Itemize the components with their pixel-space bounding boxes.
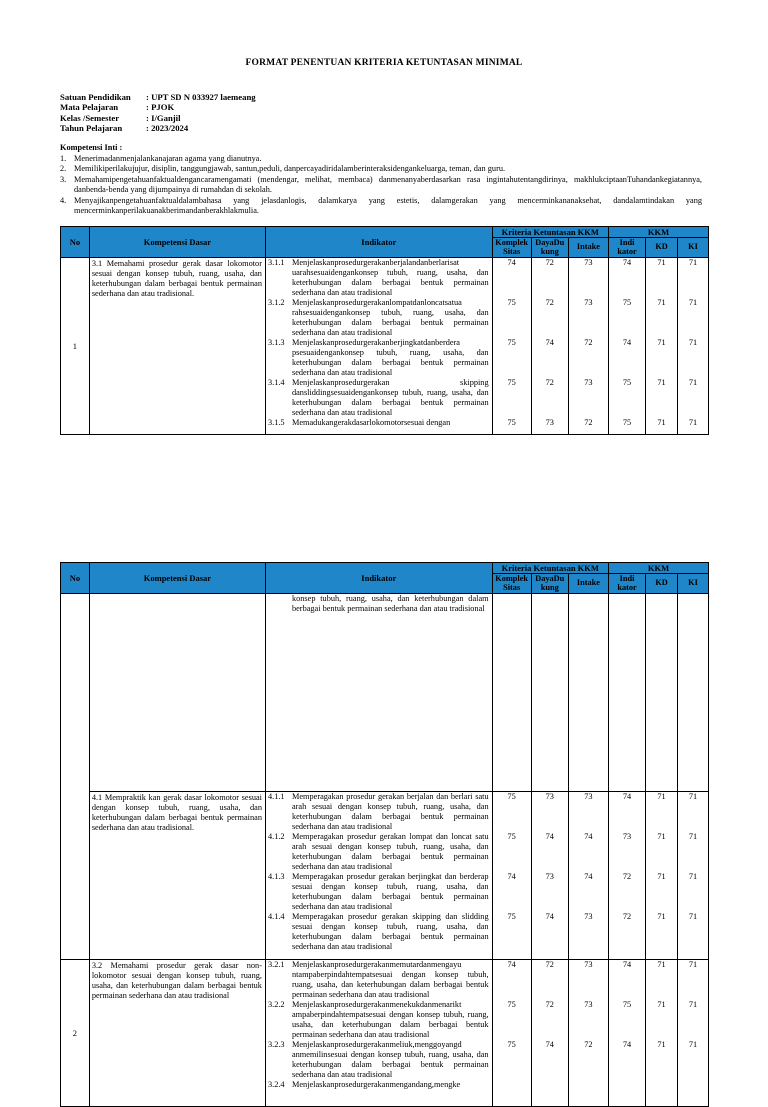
intake-col — [568, 792, 608, 960]
score-value: 71 — [657, 912, 666, 921]
score-value: 73 — [545, 872, 554, 881]
score-value: 74 — [545, 912, 554, 921]
score-value: 71 — [688, 960, 698, 969]
indikator-text: Menjelaskanprosedurgerakanberjingkatdanberdera psesuaidengankonsep tubuh, ruang, usaha, dan keterhubungan dalam berbagai bentuk permainan sederhana dan atau tradisional — [291, 338, 489, 377]
kkm-kd-col — [646, 792, 678, 960]
header-no: No — [61, 227, 90, 258]
kompetensi-inti-number: 1. — [60, 153, 67, 163]
score-value: 75 — [507, 338, 516, 347]
indikator-code: 4.1.3 — [267, 872, 285, 881]
header-intake: Intake — [568, 574, 608, 594]
score-value: 75 — [622, 378, 632, 387]
score-value: 71 — [657, 258, 666, 267]
kompleksitas-col — [492, 258, 531, 435]
score-value: 75 — [622, 298, 632, 307]
score-value: 74 — [545, 338, 554, 347]
score-value: 73 — [584, 912, 593, 921]
identity-value: : PJOK — [146, 102, 175, 113]
kompetensi-inti-text: Menyajikanpengetahuanfaktualdalambahasa yang jelasdanlogis, dalamkarya yang estetis, dalamgerakan yang mencerminkananaksehat, dandalamtindakan yang mencerminkanperilakuanakberimandanberakhlakmulia. — [74, 195, 702, 215]
score-value: 75 — [507, 418, 516, 427]
score-value: 71 — [657, 792, 666, 801]
identity-row — [60, 113, 256, 123]
score-value: 75 — [507, 378, 516, 387]
score-value: 72 — [584, 1040, 593, 1049]
score-value: 71 — [688, 792, 698, 801]
indikator-text: Menjelaskanprosedurgerakanmenekukdanmenarikt ampaberpindahtempatsesuai dengan konsep tubuh, ruang, usaha, dan keterhubungan dalam berbagai bentuk permainan sederhana dan atau tradisional — [291, 1000, 489, 1039]
score-value: 75 — [507, 832, 516, 841]
indikator-item — [266, 1080, 492, 1090]
identity-block — [60, 92, 256, 133]
score-value: 72 — [545, 298, 554, 307]
identity-label: Satuan Pendidikan — [60, 92, 131, 102]
indikator-text: Memadukangerakdasarlokomotorsesuai dengan — [291, 418, 451, 427]
header-kkm-ki: KI — [678, 238, 709, 258]
score-value: 71 — [657, 298, 666, 307]
score-value: 71 — [688, 1040, 698, 1049]
score-value: 72 — [545, 960, 554, 969]
page-title: FORMAT PENENTUAN KRITERIA KETUNTASAN MINIMAL — [245, 58, 523, 68]
empty-score — [609, 594, 646, 792]
score-value: 74 — [584, 872, 593, 881]
header-kompleksitas: Komplek Sitas — [492, 574, 531, 594]
score-value: 71 — [688, 1000, 698, 1009]
identity-label: Kelas /Semester — [60, 112, 120, 123]
kompetensi-inti-number: 2. — [60, 164, 67, 173]
header-indikator: Indikator — [265, 563, 492, 594]
identity-row — [60, 92, 256, 102]
score-value: 73 — [584, 298, 593, 307]
score-value: 73 — [584, 378, 593, 387]
score-value: 75 — [507, 298, 516, 307]
header-indikator: Indikator — [265, 227, 492, 258]
kompetensi-inti-section — [60, 143, 702, 217]
indikator-text: Memperagakan prosedur gerakan berjingkat dan berderap sesuai dengan konsep tubuh, ruang, usaha, dan keterhubungan dalam berbagai bentuk permainan sederhana dan atau tradisional — [291, 872, 489, 911]
score-value: 74 — [622, 338, 632, 347]
score-value: 73 — [584, 1000, 593, 1009]
score-value: 71 — [688, 298, 698, 307]
kkm-indikator-col — [609, 258, 646, 435]
indikator-cell — [265, 960, 492, 1107]
header-kkm-indikator: Indi kator — [609, 238, 646, 258]
kompetensi-inti-text: Memilikiperilakujujur, disiplin, tanggungjawab, santun,peduli, danpercayadiridalamberinteraksidengankeluarga, teman, dan guru. — [74, 164, 506, 173]
identity-row — [60, 123, 256, 133]
daya-dukung-col — [531, 792, 568, 960]
score-value: 71 — [688, 418, 698, 427]
identity-value: : 2023/2024 — [146, 122, 189, 133]
kompetensi-dasar-continuation-empty — [89, 594, 265, 792]
kompetensi-inti-item — [60, 164, 702, 175]
indikator-code: 4.1.4 — [267, 912, 285, 921]
score-value: 72 — [622, 872, 632, 881]
header-kriteria: Kriteria Ketuntasan KKM — [492, 563, 608, 574]
score-value: 72 — [584, 418, 593, 427]
header-kompetensi-dasar: Kompetensi Dasar — [89, 227, 265, 258]
indikator-text: Menjelaskanprosedurgerakanberjalandanberlarisat uarahsesuaidengankonsep tubuh, ruang, usaha, dan keterhubungan dalam berbagai bentuk permainan sederhana dan atau tradisional — [291, 258, 489, 297]
indikator-item — [266, 298, 492, 338]
empty-score — [678, 594, 709, 792]
identity-value: : I/Ganjil — [146, 112, 181, 123]
identity-label: Mata Pelajaran — [60, 102, 119, 113]
header-kompleksitas: Komplek Sitas — [492, 238, 531, 258]
score-value: 71 — [657, 872, 666, 881]
score-value: 74 — [507, 960, 516, 969]
score-value: 73 — [584, 792, 593, 801]
indikator-item — [266, 912, 492, 952]
score-value: 71 — [657, 960, 666, 969]
indikator-text: Memperagakan prosedur gerakan skipping dan slidding sesuai dengan konsep tubuh, ruang, usaha, dan keterhubungan dalam berbagai bentuk permainan sederhana dan atau tradisional — [291, 912, 489, 951]
indikator-code: 4.1.2 — [267, 832, 285, 841]
kompetensi-inti-list — [60, 154, 702, 217]
score-value: 74 — [507, 872, 516, 881]
score-value: 72 — [545, 378, 554, 387]
score-value: 73 — [545, 418, 554, 427]
score-value: 71 — [688, 872, 698, 881]
row-number: 2 — [61, 960, 90, 1107]
indikator-text: Menjelaskanprosedurgerakanmemutardanmengayu ntampaberpindahtempatsesuai dengan konsep tubuh, ruang, usaha, dan keterhubungan dalam berbagai bentuk permainan sederhana dan atau tradisional — [291, 960, 489, 999]
kkm-kd-col — [646, 258, 678, 435]
indikator-continuation: konsep tubuh, ruang, usaha, dan keterhubungan dalam berbagai bentuk permainan sederhana dan atau tradisional — [265, 594, 492, 792]
kompetensi-inti-number: 3. — [60, 174, 67, 184]
header-kkm-ki: KI — [678, 574, 709, 594]
header-daya-dukung: DayaDu kung — [531, 238, 568, 258]
indikator-code: 3.1.1 — [267, 258, 285, 267]
score-value: 71 — [688, 378, 698, 387]
score-value: 74 — [507, 258, 516, 267]
kkm-table-2 — [60, 562, 709, 1107]
score-value: 74 — [622, 960, 632, 969]
intake-col — [568, 960, 608, 1107]
kompetensi-dasar-cell: 4.1 Mempraktik kan gerak dasar lokomotor sesuai dengan konsep tubuh, ruang, usaha, dan keterhubungan dalam berbagai bentuk permainan sederhana dan atau tradisional. — [89, 792, 265, 960]
score-value: 74 — [545, 832, 554, 841]
kompetensi-inti-text: Memahamipengetahuanfaktualdengancaramengamati (mendengar, melihat, membaca) danmenanyaberdasarkan rasa ingintahutentangdirinya, makhlukciptaanTuhandankegiatannya, danbenda-benda yang dijumpainya di rumahdan di sekolah. — [74, 174, 702, 194]
score-value: 75 — [622, 418, 632, 427]
indikator-text: Menjelaskanprosedurgerakanlompatdanloncatsatua rahsesuaidengankonsep tubuh, ruang, usaha, dan keterhubungan dalam berbagai bentuk permainan sederhana dan atau tradisional — [291, 298, 489, 337]
kompleksitas-col — [492, 960, 531, 1107]
header-kkm-kd: KD — [646, 574, 678, 594]
indikator-code: 3.2.1 — [267, 960, 285, 969]
indikator-code: 3.2.3 — [267, 1040, 285, 1049]
row-number: 1 — [61, 258, 90, 435]
score-value: 72 — [584, 338, 593, 347]
empty-score — [646, 594, 678, 792]
header-intake: Intake — [568, 238, 608, 258]
indikator-code: 4.1.1 — [267, 792, 285, 801]
indikator-item — [266, 418, 492, 428]
indikator-code: 3.1.3 — [267, 338, 285, 347]
score-value: 71 — [657, 1040, 666, 1049]
indikator-item — [266, 338, 492, 378]
score-value: 75 — [622, 1000, 632, 1009]
indikator-item — [266, 960, 492, 1000]
row-number-empty — [61, 594, 90, 960]
daya-dukung-col — [531, 258, 568, 435]
header-daya-dukung: DayaDu kung — [531, 574, 568, 594]
indikator-item — [266, 1000, 492, 1040]
score-value: 73 — [545, 792, 554, 801]
kompetensi-dasar-cell: 3.1 Memahami prosedur gerak dasar lokomotor sesuai dengan konsep tubuh, ruang, usaha, dan keterhubungan dalam berbagai bentuk permainan sederhana dan atau tradisional. — [89, 258, 265, 435]
score-value: 71 — [657, 418, 666, 427]
score-value: 74 — [584, 832, 593, 841]
identity-label: Tahun Pelajaran — [60, 122, 123, 133]
indikator-cell — [265, 258, 492, 435]
score-value: 74 — [622, 258, 632, 267]
intake-col — [568, 258, 608, 435]
score-value: 71 — [657, 378, 666, 387]
score-value: 71 — [688, 258, 698, 267]
indikator-code: 3.2.4 — [267, 1080, 285, 1089]
score-value: 74 — [622, 1040, 632, 1049]
empty-score — [568, 594, 608, 792]
score-value: 75 — [507, 792, 516, 801]
indikator-cell — [265, 792, 492, 960]
score-value: 75 — [507, 912, 516, 921]
score-value: 74 — [545, 1040, 554, 1049]
kompetensi-inti-item — [60, 196, 702, 217]
kompetensi-inti-item — [60, 154, 702, 165]
kompetensi-dasar-cell: 3.2 Memahami prosedur gerak dasar non-lokomotor sesuai dengan konsep tubuh, ruang, usaha, dan keterhubungan dalam berbagai bentuk permainan sederhana dan atau tradisional — [89, 960, 265, 1107]
header-kkm: KKM — [609, 227, 709, 238]
indikator-text: Menjelaskanprosedurgerakanmengandang,mengke — [291, 1080, 461, 1089]
indikator-item — [266, 1040, 492, 1080]
daya-dukung-col — [531, 960, 568, 1107]
indikator-text: Menjelaskanprosedurgerakan skipping dansliddingsesuaidengankonsep tubuh, ruang, usaha, dan keterhubungan dalam berbagai bentuk permainan sederhana dan atau tradisional — [291, 378, 489, 417]
identity-value: : UPT SD N 033927 laemeang — [146, 92, 256, 102]
kkm-kd-col — [646, 960, 678, 1107]
score-value: 72 — [545, 1000, 554, 1009]
score-value: 75 — [507, 1000, 516, 1009]
header-kkm-kd: KD — [646, 238, 678, 258]
score-value: 71 — [657, 338, 666, 347]
kompetensi-inti-text: Menerimadanmenjalankanajaran agama yang dianutnya. — [74, 153, 262, 163]
indikator-item — [266, 792, 492, 832]
score-value: 71 — [657, 832, 666, 841]
indikator-item — [266, 872, 492, 912]
kkm-ki-col — [678, 258, 709, 435]
kkm-table-1 — [60, 226, 709, 435]
indikator-item — [266, 258, 492, 298]
score-value: 72 — [622, 912, 632, 921]
kkm-ki-col — [678, 792, 709, 960]
empty-score — [492, 594, 531, 792]
indikator-code: 3.1.5 — [267, 418, 285, 427]
score-value: 73 — [622, 832, 632, 841]
indikator-item — [266, 832, 492, 872]
score-value: 73 — [584, 258, 593, 267]
score-value: 72 — [545, 258, 554, 267]
score-value: 71 — [657, 1000, 666, 1009]
score-value: 75 — [507, 1040, 516, 1049]
kkm-indikator-col — [609, 960, 646, 1107]
kkm-ki-col — [678, 960, 709, 1107]
kompetensi-inti-heading: Kompetensi Inti : — [60, 143, 123, 152]
score-value: 71 — [688, 832, 698, 841]
header-kriteria: Kriteria Ketuntasan KKM — [492, 227, 608, 238]
indikator-text: Memperagakan prosedur gerakan lompat dan loncat satu arah sesuai dengan konsep tubuh, ruang, usaha, dan keterhubungan dalam berbagai bentuk permainan sederhana dan atau tradisional — [291, 832, 489, 871]
indikator-code: 3.1.4 — [267, 378, 285, 387]
kompetensi-inti-item — [60, 175, 702, 196]
indikator-code: 3.1.2 — [267, 298, 285, 307]
empty-score — [531, 594, 568, 792]
header-no: No — [61, 563, 90, 594]
indikator-code: 3.2.2 — [267, 1000, 285, 1009]
kompetensi-inti-number: 4. — [60, 195, 67, 205]
score-value: 71 — [688, 338, 698, 347]
identity-row — [60, 102, 256, 112]
score-value: 74 — [622, 792, 632, 801]
kompleksitas-col — [492, 792, 531, 960]
indikator-text: Memperagakan prosedur gerakan berjalan dan berlari satu arah sesuai dengan konsep tubuh, ruang, usaha, dan keterhubungan dalam berbagai bentuk permainan sederhana dan atau tradisional — [291, 792, 489, 831]
header-kkm: KKM — [609, 563, 709, 574]
indikator-item — [266, 378, 492, 418]
score-value: 73 — [584, 960, 593, 969]
score-value: 71 — [688, 912, 698, 921]
kkm-indikator-col — [609, 792, 646, 960]
header-kkm-indikator: Indi kator — [609, 574, 646, 594]
indikator-text: Menjelaskanprosedurgerakanmeliuk,menggoyangd anmemilinsesuai dengan konsep tubuh, ruang, usaha, dan keterhubungan dalam berbagai bentuk permainan sederhana dan atau tradisional — [291, 1040, 489, 1079]
header-kompetensi-dasar: Kompetensi Dasar — [89, 563, 265, 594]
